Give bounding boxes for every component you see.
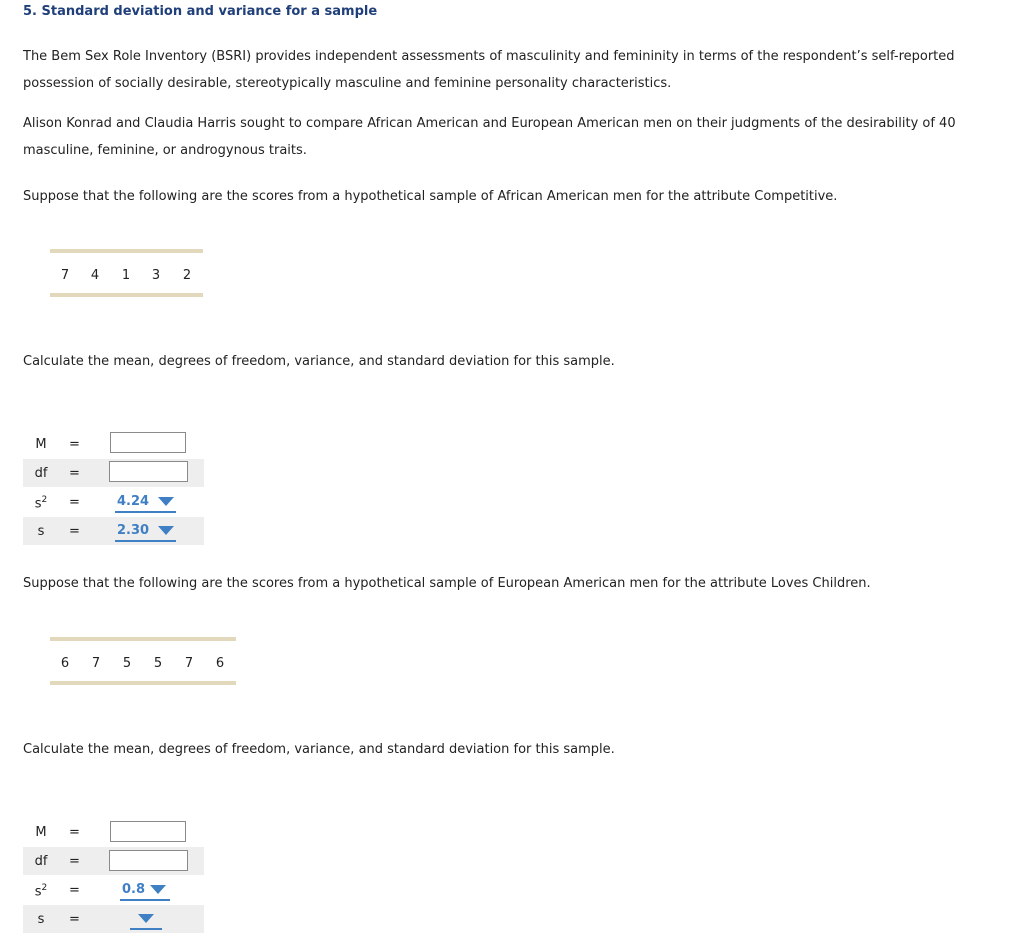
mean-input[interactable] [110,432,186,453]
section1-instruction: Calculate the mean, degrees of freedom, variance, and standard deviation for this sample. [23,354,615,369]
df-label: df [34,466,48,481]
df-row [23,459,204,487]
df-label: df [34,854,48,869]
section1-scores-table [50,249,203,297]
variance-label-base: s [34,496,42,512]
variance-dropdown[interactable] [120,879,170,901]
df-input[interactable] [109,850,188,871]
section2-intro: Suppose that the following are the scores from a hypothetical sample of European American men for the attribute Loves Children. [23,576,871,591]
equals-sign: = [69,466,80,481]
equals-sign: = [69,883,80,898]
equals-sign: = [69,495,80,510]
equals-sign: = [69,854,80,869]
triangle-down-icon [150,885,166,894]
variance-row [23,876,204,904]
score-value: 4 [90,268,100,283]
equals-sign: = [69,912,80,927]
variance-label-exponent: 2 [41,495,48,505]
question-title: 5. Standard deviation and variance for a sample [23,4,378,19]
std-dev-label: s [37,524,45,539]
variance-selected-value: 4.24 [117,494,150,509]
equals-sign: = [69,825,80,840]
variance-label-exponent: 2 [41,883,48,893]
df-row [23,847,204,875]
mean-label: M [35,437,47,452]
score-value: 6 [60,656,70,671]
std-dev-dropdown[interactable] [115,520,176,542]
score-value: 7 [60,268,70,283]
score-value: 7 [91,656,101,671]
score-value: 6 [215,656,225,671]
std-dev-row [23,517,204,545]
section1-intro: Suppose that the following are the scores from a hypothetical sample of African American men for the attribute Competitive. [23,189,838,204]
mean-label: M [35,825,47,840]
mean-row [23,430,204,458]
section2-instruction: Calculate the mean, degrees of freedom, variance, and standard deviation for this sample. [23,742,615,757]
std-dev-selected-value: 2.30 [117,523,150,538]
score-value: 5 [153,656,163,671]
variance-label [23,495,59,511]
df-input[interactable] [109,461,188,482]
variance-dropdown[interactable] [115,491,176,513]
mean-input[interactable] [110,821,186,842]
intro-paragraph-1: The Bem Sex Role Inventory (BSRI) provides independent assessments of masculinity and femininity in terms of the respondent’s self-reported possession of socially desirable, stereotypically masculine and feminine personality characteristics. [23,49,955,91]
score-value: 2 [182,268,192,283]
variance-label-base: s [34,884,42,900]
std-dev-label: s [37,912,45,927]
score-value: 1 [121,268,131,283]
variance-selected-value: 0.8 [122,882,146,897]
std-dev-dropdown[interactable] [130,908,162,930]
section2-scores-table [50,637,236,685]
score-value: 7 [184,656,194,671]
triangle-down-icon [158,526,174,535]
variance-row [23,488,204,516]
triangle-down-icon [138,914,154,923]
mean-row [23,818,204,846]
equals-sign: = [69,437,80,452]
variance-label [23,883,59,899]
score-value: 3 [151,268,161,283]
triangle-down-icon [158,497,174,506]
equals-sign: = [69,524,80,539]
score-value: 5 [122,656,132,671]
std-dev-row [23,905,204,933]
intro-paragraph-2: Alison Konrad and Claudia Harris sought to compare African American and European American men on their judgments of the desirability of 40 masculine, feminine, or androgynous traits. [23,116,956,158]
